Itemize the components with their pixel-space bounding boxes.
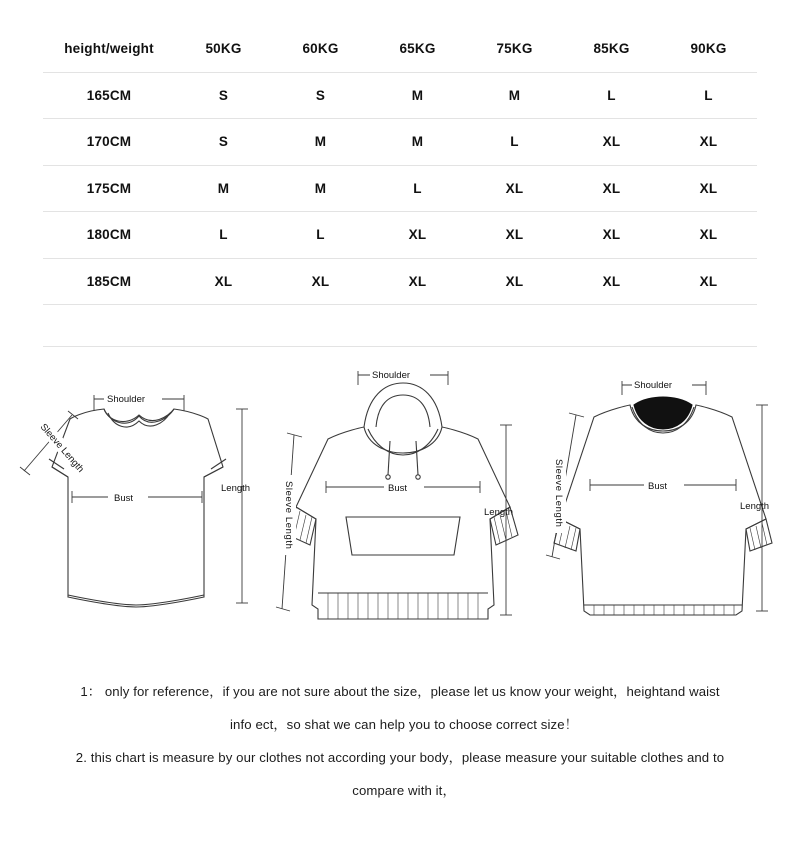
cell-175cm-90kg: XL (660, 165, 757, 212)
size-chart-header (43, 26, 757, 72)
cell-170cm-75kg: L (466, 119, 563, 166)
cell-170cm-65kg: M (369, 119, 466, 166)
cell-180cm-50kg: L (175, 212, 272, 259)
cell-185cm-90kg: XL (660, 258, 757, 305)
longsleeve-sleeve-length-label: Sleeve Length (553, 459, 564, 528)
cell-165cm-85kg: L (563, 72, 660, 119)
cell-175cm-50kg: M (175, 165, 272, 212)
hoodie-shoulder-label: Shoulder (372, 370, 411, 381)
column-header-50kg: 50KG (175, 26, 272, 72)
cell-170cm-60kg: M (272, 119, 369, 166)
cell-165cm-90kg: L (660, 72, 757, 119)
cell-170cm-85kg: XL (563, 119, 660, 166)
table-row (43, 258, 757, 305)
cell-165cm-50kg: S (175, 72, 272, 119)
table-row (43, 212, 757, 259)
longsleeve-length-label: Length (740, 501, 770, 512)
longsleeve-shoulder-label: Shoulder (634, 380, 673, 391)
garment-measurement-diagrams (0, 369, 800, 669)
cell-185cm-50kg: XL (175, 258, 272, 305)
longsleeve-bust-label: Bust (648, 481, 668, 492)
row-header-165cm: 165CM (43, 72, 175, 119)
tshirt-diagram (8, 369, 270, 669)
cell-165cm-75kg: M (466, 72, 563, 119)
column-header-75kg: 75KG (466, 26, 563, 72)
note-line-4: compare with it， (352, 783, 456, 798)
row-header-175cm: 175CM (43, 165, 175, 212)
column-header-90kg: 90KG (660, 26, 757, 72)
table-header-row (43, 26, 757, 72)
cell-175cm-85kg: XL (563, 165, 660, 212)
hoodie-sleeve-length-label: Sleeve Length (283, 481, 294, 550)
cell-185cm-65kg: XL (369, 258, 466, 305)
cell-175cm-65kg: L (369, 165, 466, 212)
tshirt-sleeve-length-label: Sleeve Length (37, 421, 86, 475)
size-chart-table (43, 26, 757, 305)
cell-165cm-60kg: S (272, 72, 369, 119)
column-header-height-weight: height/weight (43, 26, 175, 72)
size-notes (0, 675, 800, 807)
cell-175cm-60kg: M (272, 165, 369, 212)
column-header-60kg: 60KG (272, 26, 369, 72)
cell-185cm-75kg: XL (466, 258, 563, 305)
hoodie-bust-label: Bust (388, 483, 408, 494)
note-line-3: 2. this chart is measure by our clothes not according your body，please measure your suitable clothes and to (75, 750, 725, 765)
table-bottom-spacer (43, 305, 757, 347)
note-line-1: 1： only for reference，if you are not sure about the size，please let us know your weight，heightand waist (80, 684, 720, 699)
cell-165cm-65kg: M (369, 72, 466, 119)
cell-170cm-50kg: S (175, 119, 272, 166)
column-header-85kg: 85KG (563, 26, 660, 72)
tshirt-bust-label: Bust (114, 493, 134, 504)
cell-180cm-90kg: XL (660, 212, 757, 259)
cell-185cm-60kg: XL (272, 258, 369, 305)
hoodie-diagram (272, 369, 534, 669)
column-header-65kg: 65KG (369, 26, 466, 72)
cell-175cm-75kg: XL (466, 165, 563, 212)
cell-170cm-90kg: XL (660, 119, 757, 166)
row-header-180cm: 180CM (43, 212, 175, 259)
size-chart-body (43, 72, 757, 305)
tshirt-shoulder-label: Shoulder (107, 394, 146, 405)
cell-180cm-65kg: XL (369, 212, 466, 259)
cell-180cm-85kg: XL (563, 212, 660, 259)
cell-185cm-85kg: XL (563, 258, 660, 305)
longsleeve-diagram (538, 369, 792, 669)
table-row (43, 119, 757, 166)
row-header-170cm: 170CM (43, 119, 175, 166)
cell-180cm-75kg: XL (466, 212, 563, 259)
tshirt-length-label: Length (221, 483, 251, 494)
table-row (43, 72, 757, 119)
note-line-2: info ect，so shat we can help you to choose correct size！ (230, 717, 578, 732)
table-row (43, 165, 757, 212)
size-chart-section (0, 0, 800, 347)
hoodie-length-label: Length (484, 507, 514, 518)
cell-180cm-60kg: L (272, 212, 369, 259)
row-header-185cm: 185CM (43, 258, 175, 305)
